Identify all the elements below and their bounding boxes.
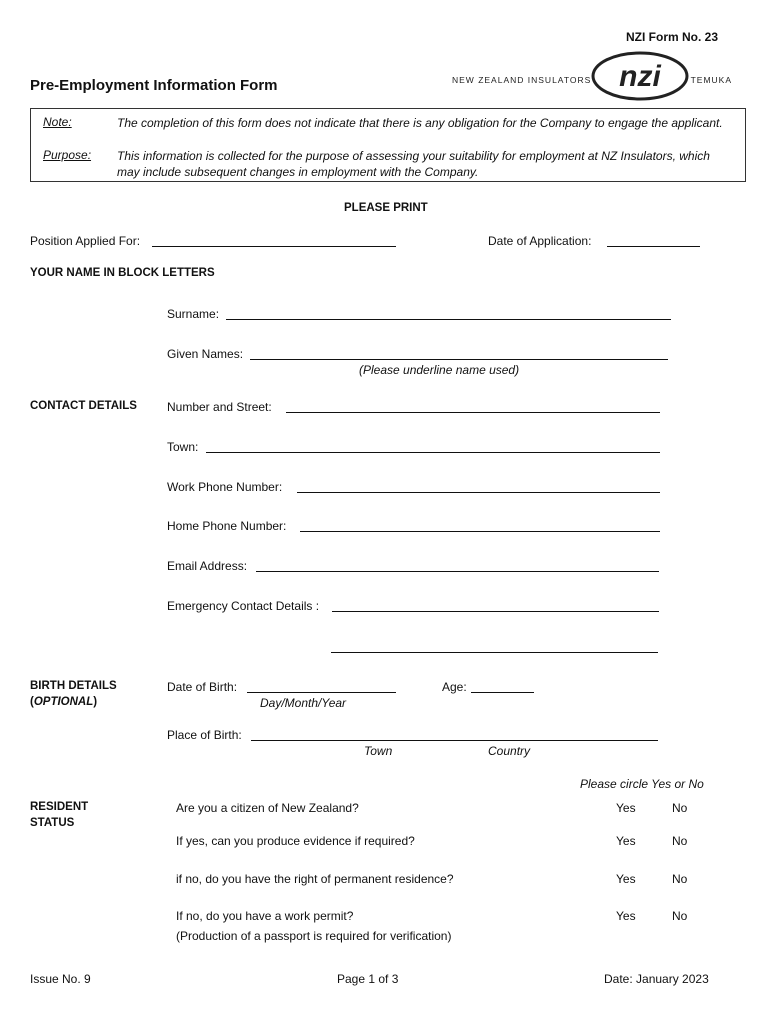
question-evidence: If yes, can you produce evidence if required? [176,834,415,848]
note-text: The completion of this form does not indicate that there is any obligation for the Company to engage the applicant. [117,116,723,130]
nzi-logo-icon [590,50,690,102]
place-of-birth-field[interactable] [251,740,658,741]
birth-details-heading: BIRTH DETAILS [30,680,117,692]
company-logo [452,50,734,102]
given-names-field[interactable] [250,359,668,360]
age-field[interactable] [471,692,534,693]
circle-hint: Please circle Yes or No [580,777,704,791]
logo-left-text: NEW ZEALAND INSULATORS [452,75,592,85]
date-of-application-field[interactable] [607,246,700,247]
question-permanent-residence: if no, do you have the right of permanent residence? [176,872,454,886]
work-phone-label: Work Phone Number: [167,480,283,494]
town-field[interactable] [206,452,660,453]
given-names-label: Given Names: [167,347,244,361]
birth-optional-word: OPTIONAL [33,696,94,708]
birth-optional-open: ( [30,696,34,708]
purpose-label: Purpose: [43,148,92,162]
street-field[interactable] [286,412,660,413]
surname-field[interactable] [226,319,671,320]
name-section-heading: YOUR NAME IN BLOCK LETTERS [30,267,215,279]
question-citizen: Are you a citizen of New Zealand? [176,801,359,815]
email-label: Email Address: [167,559,248,573]
town-label: Town: [167,440,199,454]
email-field[interactable] [256,571,659,572]
yes-option[interactable]: Yes [616,834,636,848]
age-label: Age: [442,680,467,694]
work-phone-field[interactable] [297,492,660,493]
surname-label: Surname: [167,307,220,321]
note-row [43,115,727,131]
place-of-birth-label: Place of Birth: [167,728,242,742]
dob-hint: Day/Month/Year [260,696,347,710]
footer-date: Date: January 2023 [604,972,709,986]
note-box [30,108,746,182]
emergency-contact-label: Emergency Contact Details : [167,599,320,613]
given-names-hint: (Please underline name used) [359,363,520,377]
town-hint: Town [364,744,393,758]
yes-option[interactable]: Yes [616,872,636,886]
form-number: NZI Form No. 23 [626,30,719,44]
emergency-contact-field-2[interactable] [331,652,658,653]
question-work-permit: If no, do you have a work permit? [176,909,354,923]
home-phone-field[interactable] [300,531,660,532]
country-hint: Country [488,744,531,758]
status-heading: STATUS [30,817,75,829]
dob-label: Date of Birth: [167,680,238,694]
street-label: Number and Street: [167,400,272,414]
footer-issue: Issue No. 9 [30,972,91,986]
emergency-contact-field[interactable] [332,611,659,612]
note-label: Note: [43,115,72,129]
birth-optional-close: ) [93,696,98,708]
logo-mark-text: nzi [619,60,661,93]
home-phone-label: Home Phone Number: [167,519,287,533]
logo-right-text: TEMUKA [690,75,732,85]
yes-option[interactable]: Yes [616,801,636,815]
dob-field[interactable] [247,692,396,693]
resident-heading: RESIDENT [30,801,89,813]
yes-option[interactable]: Yes [616,909,636,923]
purpose-row [43,148,727,180]
page-title: Pre-Employment Information Form [30,77,278,94]
position-applied-field[interactable] [152,246,396,247]
no-option[interactable]: No [672,834,688,848]
birth-optional-heading [30,696,97,708]
purpose-text: This information is collected for the purpose of assessing your suitability for employment at NZ Insulators, which may include subsequent changes in employment with the Company. [117,149,710,179]
contact-details-heading: CONTACT DETAILS [30,400,137,412]
no-option[interactable]: No [672,909,688,923]
no-option[interactable]: No [672,872,688,886]
passport-note: (Production of a passport is required for verification) [176,929,452,943]
date-of-application-label: Date of Application: [488,234,592,248]
footer-page: Page 1 of 3 [337,972,399,986]
please-print-heading: PLEASE PRINT [344,202,428,214]
position-applied-label: Position Applied For: [30,234,141,248]
no-option[interactable]: No [672,801,688,815]
